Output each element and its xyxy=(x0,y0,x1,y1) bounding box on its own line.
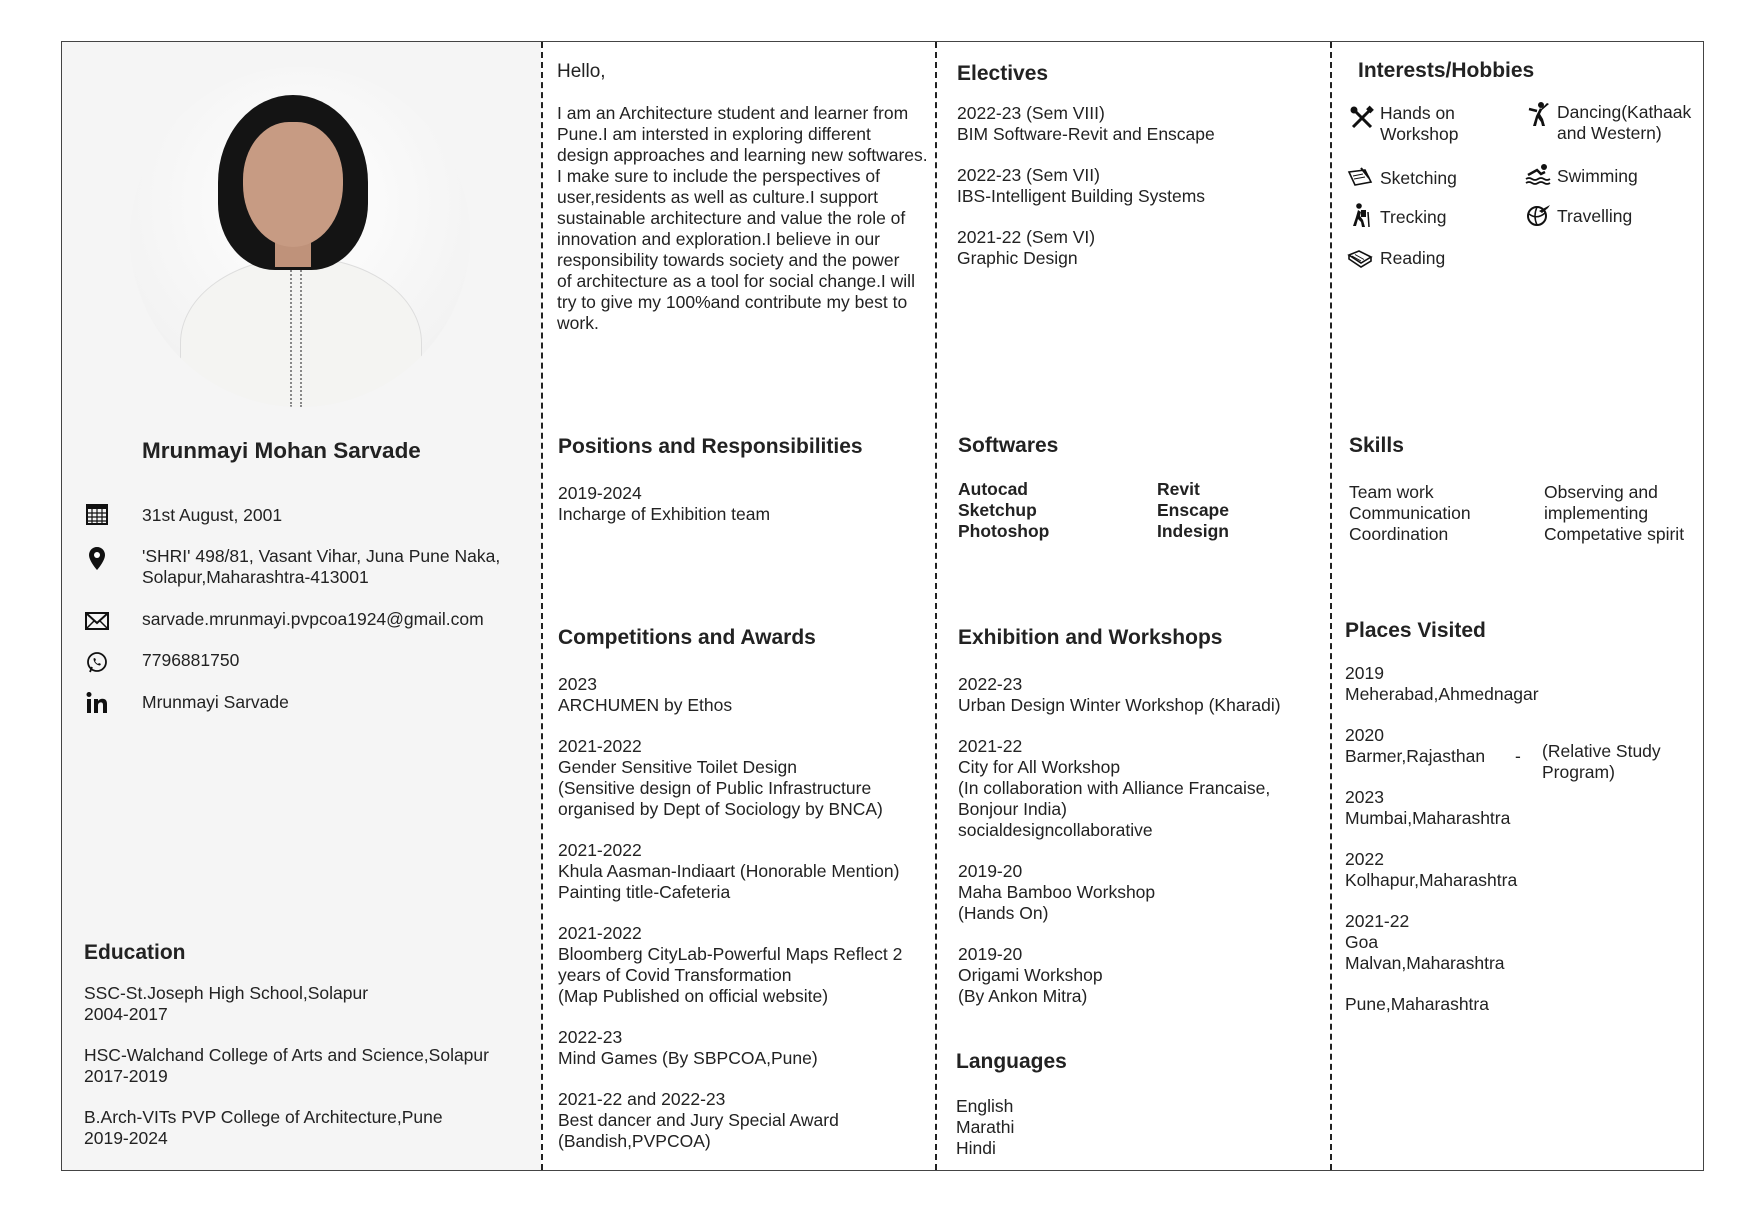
place-item xyxy=(1345,849,1685,891)
place-dash: - xyxy=(1515,746,1521,766)
skill-item: Communication xyxy=(1349,503,1471,523)
elective-item xyxy=(957,103,1215,145)
skill-item: Coordination xyxy=(1349,524,1449,544)
electives-heading: Electives xyxy=(957,62,1049,85)
plane-globe-icon xyxy=(1525,202,1551,228)
place-line: Goa xyxy=(1345,932,1379,952)
tools-icon xyxy=(1349,105,1375,131)
exhibition-line: Bonjour India) xyxy=(958,799,1067,819)
intro-line: responsibility towards society and the power xyxy=(557,250,900,270)
competition-item xyxy=(558,923,902,1007)
positions-list xyxy=(558,483,770,525)
intro-line: sustainable architecture and value the role of xyxy=(557,208,906,228)
column-divider xyxy=(935,42,937,1170)
language-item: English xyxy=(956,1096,1014,1116)
position-title: Incharge of Exhibition team xyxy=(558,504,771,524)
competition-line: (Sensitive design of Public Infrastructure xyxy=(558,778,872,798)
hobby-label: Sketching xyxy=(1380,168,1457,188)
place-note-line: (Relative Study xyxy=(1542,741,1661,761)
hobby-dancing xyxy=(1557,102,1691,144)
email-text: sarvade.mrunmayi.pvpcoa1924@gmail.com xyxy=(142,609,484,629)
softwares-left-list xyxy=(958,479,1049,542)
competition-line: organised by Dept of Sociology by BNCA) xyxy=(558,799,883,819)
elective-subject: Graphic Design xyxy=(957,248,1078,268)
elective-subject: IBS-Intelligent Building Systems xyxy=(957,186,1206,206)
skill-item: Competative spirit xyxy=(1544,524,1685,544)
exhibition-item xyxy=(958,736,1281,841)
competition-line: 2021-2022 xyxy=(558,736,642,756)
competition-line: 2021-2022 xyxy=(558,840,642,860)
place-line: Malvan,Maharashtra xyxy=(1345,953,1505,973)
place-line: 2019 xyxy=(1345,663,1384,683)
competition-line: years of Covid Transformation xyxy=(558,965,792,985)
software-item: Sketchup xyxy=(958,500,1037,520)
place-item xyxy=(1345,663,1685,705)
hiker-icon xyxy=(1347,202,1373,228)
location-pin-icon xyxy=(82,544,112,572)
education-item xyxy=(84,1045,489,1087)
competition-line: 2023 xyxy=(558,674,597,694)
hobby-label: Trecking xyxy=(1380,207,1447,227)
languages-heading: Languages xyxy=(956,1050,1067,1073)
profile-column xyxy=(62,42,541,1170)
skills-right-list xyxy=(1544,482,1684,545)
intro-line: I make sure to include the perspectives of xyxy=(557,166,880,186)
place-line: 2023 xyxy=(1345,787,1384,807)
skill-item: implementing xyxy=(1544,503,1649,523)
hobby-label: Swimming xyxy=(1557,166,1638,186)
column-divider xyxy=(1330,42,1332,1170)
profile-name: Mrunmayi Mohan Sarvade xyxy=(142,438,421,463)
intro-line: innovation and exploration.I believe in our xyxy=(557,229,880,249)
intro-paragraph xyxy=(557,103,928,334)
softwares-heading: Softwares xyxy=(958,434,1059,457)
resume-sheet xyxy=(61,41,1704,1171)
exhibition-line: (By Ankon Mitra) xyxy=(958,986,1088,1006)
hobby-reading xyxy=(1380,248,1445,269)
intro-line: design approaches and learning new softwares. xyxy=(557,145,928,165)
education-item xyxy=(84,1107,489,1149)
competition-line: Mind Games (By SBPCOA,Pune) xyxy=(558,1048,818,1068)
hobby-travelling xyxy=(1557,206,1632,227)
education-years: 2004-2017 xyxy=(84,1004,168,1024)
elective-subject: BIM Software-Revit and Enscape xyxy=(957,124,1215,144)
place-note-line: Program) xyxy=(1542,762,1615,782)
competition-line: (Map Published on official website) xyxy=(558,986,829,1006)
competition-line: Khula Aasman-Indiaart (Honorable Mention) xyxy=(558,861,900,881)
calendar-icon xyxy=(82,500,112,528)
hobby-label: and Western) xyxy=(1557,123,1662,143)
education-heading: Education xyxy=(84,941,186,964)
exhibition-line: 2019-20 xyxy=(958,944,1023,964)
competition-line: Bloomberg CityLab-Powerful Maps Reflect 2 xyxy=(558,944,903,964)
dancer-icon xyxy=(1525,101,1551,127)
competition-line: 2022-23 xyxy=(558,1027,623,1047)
language-item: Hindi xyxy=(956,1138,996,1158)
place-line: 2021-22 xyxy=(1345,911,1410,931)
elective-term: 2022-23 (Sem VIII) xyxy=(957,103,1105,123)
education-school: B.Arch-VITs PVP College of Architecture,Pune xyxy=(84,1107,443,1127)
competition-item xyxy=(558,840,902,903)
exhibition-line: 2021-22 xyxy=(958,736,1023,756)
intro-line: Pune.I am intersted in exploring different xyxy=(557,124,871,144)
exhibition-line: Urban Design Winter Workshop (Kharadi) xyxy=(958,695,1281,715)
hobby-swimming xyxy=(1557,166,1638,187)
place-item xyxy=(1345,725,1685,782)
softwares-right-list xyxy=(1157,479,1229,542)
intro-line: I am an Architecture student and learner from xyxy=(557,103,909,123)
elective-term: 2022-23 (Sem VII) xyxy=(957,165,1100,185)
phone-text: 7796881750 xyxy=(142,650,240,670)
exhibitions-list xyxy=(958,674,1281,1027)
place-line: 2020 xyxy=(1345,725,1384,745)
photo-face xyxy=(243,122,343,247)
place-line: Meherabad,Ahmednagar xyxy=(1345,684,1539,704)
address-line: Solapur,Maharashtra-413001 xyxy=(142,567,369,587)
place-item xyxy=(1345,787,1685,829)
exhibition-line: socialdesigncollaborative xyxy=(958,820,1153,840)
competition-line: Best dancer and Jury Special Award xyxy=(558,1110,839,1130)
sketchbook-icon xyxy=(1347,164,1373,190)
education-school: HSC-Walchand College of Arts and Science,Solapur xyxy=(84,1045,489,1065)
place-line: Pune,Maharashtra xyxy=(1345,994,1489,1014)
competition-item xyxy=(558,1089,902,1152)
education-years: 2019-2024 xyxy=(84,1128,168,1148)
hobby-sketching xyxy=(1380,168,1457,189)
competitions-heading: Competitions and Awards xyxy=(558,626,816,649)
skills-left-list xyxy=(1349,482,1471,545)
skill-item: Observing and xyxy=(1544,482,1658,502)
positions-heading: Positions and Responsibilities xyxy=(558,435,863,458)
education-list xyxy=(84,983,489,1169)
place-item xyxy=(1345,911,1685,974)
hobby-label: Reading xyxy=(1380,248,1446,268)
address-line: 'SHRI' 498/81, Vasant Vihar, Juna Pune Naka, xyxy=(142,546,501,566)
languages-list xyxy=(956,1096,1014,1159)
competition-line: 2021-2022 xyxy=(558,923,642,943)
competition-line: ARCHUMEN by Ethos xyxy=(558,695,733,715)
column-divider xyxy=(541,42,543,1170)
place-line: Kolhapur,Maharashtra xyxy=(1345,870,1518,890)
intro-line: of architecture as a tool for social change.I will xyxy=(557,271,915,291)
position-year: 2019-2024 xyxy=(558,483,642,503)
intro-line: try to give my 100%and contribute my best to xyxy=(557,292,908,312)
greeting: Hello, xyxy=(557,61,606,82)
swimmer-icon xyxy=(1525,161,1551,187)
hobby-trecking xyxy=(1380,207,1446,228)
place-line: 2022 xyxy=(1345,849,1384,869)
place-item xyxy=(1345,994,1685,1015)
exhibitions-heading: Exhibition and Workshops xyxy=(958,626,1223,649)
exhibition-item xyxy=(958,674,1281,716)
exhibition-line: (Hands On) xyxy=(958,903,1049,923)
places-heading: Places Visited xyxy=(1345,619,1486,642)
place-note xyxy=(1542,741,1661,783)
exhibition-line: (In collaboration with Alliance Francaise, xyxy=(958,778,1271,798)
mail-icon xyxy=(82,607,112,635)
software-item: Photoshop xyxy=(958,521,1050,541)
exhibition-line: Maha Bamboo Workshop xyxy=(958,882,1156,902)
skills-heading: Skills xyxy=(1349,434,1404,457)
intro-line: work. xyxy=(557,313,599,333)
intro-line: user,residents as well as culture.I support xyxy=(557,187,878,207)
competition-line: (Bandish,PVPCOA) xyxy=(558,1131,711,1151)
hobby-label: Workshop xyxy=(1380,124,1459,144)
competition-line: Painting title-Cafeteria xyxy=(558,882,731,902)
photo-placket xyxy=(290,267,302,407)
linkedin-text: Mrunmayi Sarvade xyxy=(142,692,289,712)
dob-text: 31st August, 2001 xyxy=(142,505,283,525)
exhibition-line: City for All Workshop xyxy=(958,757,1121,777)
competitions-list xyxy=(558,674,902,1172)
competition-line: 2021-22 and 2022-23 xyxy=(558,1089,726,1109)
hobby-label: Hands on xyxy=(1380,103,1455,123)
exhibition-item xyxy=(958,861,1281,924)
competition-item xyxy=(558,736,902,820)
elective-item xyxy=(957,227,1215,269)
place-line: Mumbai,Maharashtra xyxy=(1345,808,1511,828)
language-item: Marathi xyxy=(956,1117,1015,1137)
whatsapp-icon xyxy=(82,648,112,676)
exhibition-line: 2022-23 xyxy=(958,674,1023,694)
places-list xyxy=(1345,663,1685,1035)
profile-photo xyxy=(130,67,470,407)
software-item: Indesign xyxy=(1157,521,1229,541)
elective-term: 2021-22 (Sem VI) xyxy=(957,227,1096,247)
exhibition-item xyxy=(958,944,1281,1007)
place-line: Barmer,Rajasthan xyxy=(1345,746,1486,766)
hobby-label: Dancing(Kathaak xyxy=(1557,102,1692,122)
education-item xyxy=(84,983,489,1025)
address-text xyxy=(142,546,500,588)
exhibition-line: 2019-20 xyxy=(958,861,1023,881)
hobby-hands-on-workshop xyxy=(1380,103,1458,145)
competition-item xyxy=(558,674,902,716)
competition-line: Gender Sensitive Toilet Design xyxy=(558,757,797,777)
interests-heading: Interests/Hobbies xyxy=(1358,59,1535,82)
software-item: Autocad xyxy=(958,479,1028,499)
education-years: 2017-2019 xyxy=(84,1066,168,1086)
book-icon xyxy=(1347,245,1373,271)
competition-item xyxy=(558,1027,902,1069)
exhibition-line: Origami Workshop xyxy=(958,965,1103,985)
software-item: Revit xyxy=(1157,479,1200,499)
education-school: SSC-St.Joseph High School,Solapur xyxy=(84,983,369,1003)
skill-item: Team work xyxy=(1349,482,1434,502)
electives-list xyxy=(957,103,1215,289)
linkedin-icon xyxy=(82,689,112,717)
elective-item xyxy=(957,165,1215,207)
software-item: Enscape xyxy=(1157,500,1229,520)
hobby-label: Travelling xyxy=(1557,206,1633,226)
